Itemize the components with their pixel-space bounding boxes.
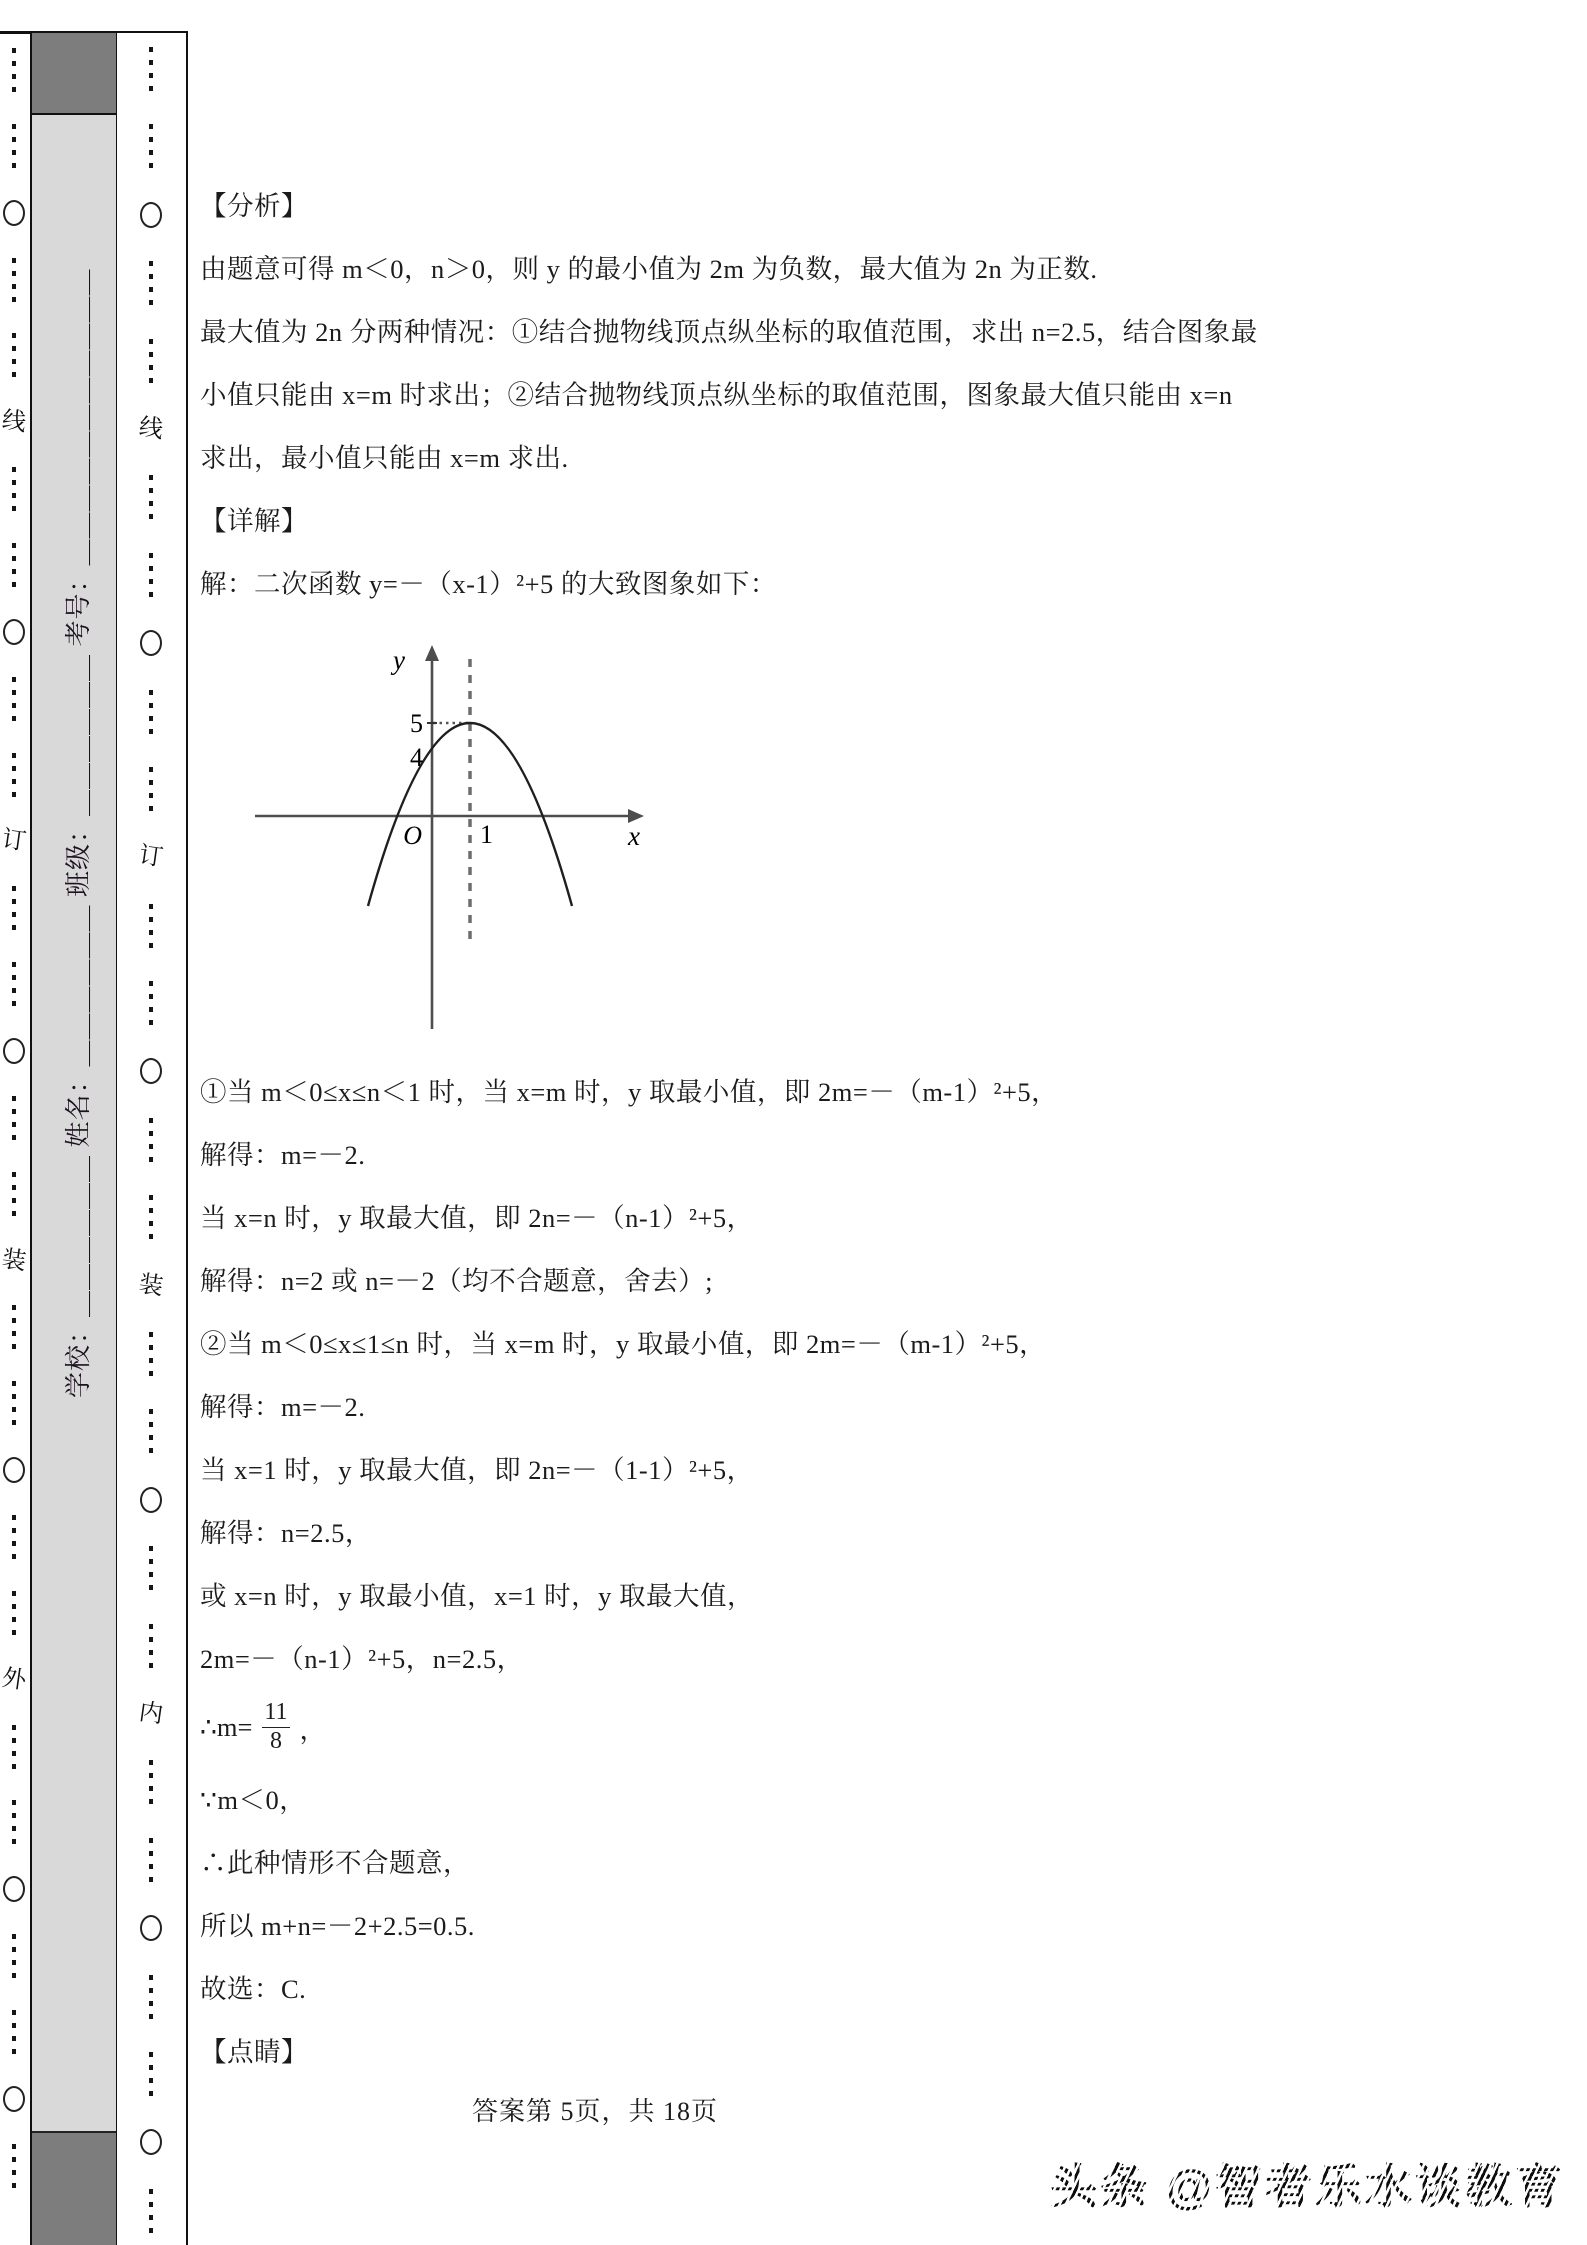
solution-content (200, 0, 1258, 2128)
binding-circle (140, 202, 162, 228)
binding-dots (149, 2189, 153, 2233)
binding-circle (140, 630, 162, 656)
y-axis-arrow (425, 645, 439, 661)
binding-dots (149, 1409, 153, 1453)
binding-char: 装 (0, 1246, 28, 1276)
binding-circle (140, 1058, 162, 1084)
binding-dots (149, 47, 153, 91)
watermark: 头条 @智者乐水谈教育 (1050, 2150, 1565, 2217)
solution-line: 2m=－（n-1）²+5，n=2.5， (200, 1644, 524, 1674)
strip-header-block (32, 33, 116, 115)
binding-dots (12, 543, 16, 587)
solution-line: 当 x=1 时，y 取最大值，即 2n=－（1-1）²+5， (200, 1455, 754, 1485)
binding-dots (12, 467, 16, 511)
parabola-figure (250, 639, 650, 1039)
binding-dots (12, 1800, 16, 1844)
solution-line: 小值只能由 x=m 时求出；②结合抛物线顶点纵坐标的取值范围，图象最大值只能由 x=n (200, 380, 1233, 410)
solution-line: 【详解】 (200, 506, 308, 536)
solution-line: ①当 m＜0≤x≤n＜1 时，当 x=m 时，y 取最小值，即 2m=－（m-1）²+5， (200, 1077, 1059, 1107)
fraction-numerator: 11 (264, 1698, 288, 1725)
binding-dots (12, 677, 16, 721)
binding-dots (12, 1172, 16, 1216)
parabola-graph (250, 639, 650, 1039)
solution-fraction-line (200, 1688, 990, 1766)
page-number-footer: 答案第 5页，共 18页 (471, 2097, 718, 2126)
binding-dots (149, 690, 153, 734)
solution-line: ∴此种情形不合题意， (200, 1848, 470, 1878)
solution-line: ∵m＜0， (200, 1785, 307, 1815)
solution-line: 所以 m+n=－2+2.5=0.5. (200, 1911, 475, 1941)
binding-dots (149, 1118, 153, 1162)
x-axis-label: x (628, 821, 640, 851)
solution-line: ②当 m＜0≤x≤1≤n 时，当 x=m 时，y 取最小值，即 2m=－（m-1）²+5， (200, 1329, 1047, 1359)
binding-dots (149, 1975, 153, 2019)
binding-dots (149, 1546, 153, 1590)
binding-circle (3, 200, 25, 226)
binding-dots (12, 1096, 16, 1140)
solution-line: 解得：n=2 或 n=－2（均不合题意，舍去）; (200, 1266, 714, 1296)
binding-dots (12, 1381, 16, 1425)
binding-char: 线 (137, 414, 165, 444)
binding-dots (149, 1760, 153, 1804)
y-tick-5-label: 5 (410, 709, 423, 738)
solution-line: 解：二次函数 y=－（x-1）²+5 的大致图象如下： (200, 569, 777, 599)
binding-dots (12, 258, 16, 302)
binding-column-inner (138, 47, 164, 2233)
student-info-fields: 学校：＿＿＿＿＿＿ 姓名：＿＿＿＿＿＿ 班级：＿＿＿＿＿＿ 考号：＿＿＿＿＿＿＿＿＿＿＿ (64, 268, 93, 1398)
binding-dots (149, 1624, 153, 1668)
y-tick-4-label: 4 (410, 743, 423, 772)
fraction-denominator: 8 (262, 1727, 290, 1756)
binding-dots (12, 1305, 16, 1349)
binding-dots (149, 1838, 153, 1882)
binding-circle (3, 1038, 25, 1064)
analysis-section (200, 0, 1258, 613)
binding-dots (12, 1591, 16, 1635)
binding-dots (149, 339, 153, 383)
binding-dots (149, 553, 153, 597)
parabola-curve (368, 723, 572, 906)
binding-dots (12, 124, 16, 168)
solution-line: 解得：m=－2. (200, 1392, 366, 1422)
solution-line: 当 x=n 时，y 取最大值，即 2n=－（n-1）²+5， (200, 1203, 754, 1233)
binding-circle (3, 619, 25, 645)
binding-char: 内 (137, 1699, 165, 1729)
binding-circle (140, 1487, 162, 1513)
strip-footer-block (32, 2131, 116, 2245)
binding-char: 线 (0, 407, 28, 437)
solution-line: 最大值为 2n 分两种情况：①结合抛物线顶点纵坐标的取值范围，求出 n=2.5，结合图象最 (200, 317, 1258, 347)
binding-dots (12, 1725, 16, 1769)
solution-line: 【分析】 (200, 191, 308, 221)
binding-circle (140, 2129, 162, 2155)
binding-dots (149, 767, 153, 811)
binding-circle (3, 1457, 25, 1483)
fraction-suffix: ， (299, 1714, 327, 1745)
binding-dots (149, 1195, 153, 1239)
binding-dots (149, 475, 153, 519)
fraction (256, 1699, 295, 1755)
solution-line: 或 x=n 时，y 取最小值，x=1 时，y 取最大值， (200, 1581, 755, 1611)
binding-dots (12, 333, 16, 377)
binding-column-outer (1, 48, 27, 2188)
binding-dots (12, 2144, 16, 2188)
binding-dots (12, 1934, 16, 1978)
binding-circle (140, 1915, 162, 1941)
binding-column-inner-box (117, 33, 188, 2245)
binding-dots (12, 2010, 16, 2054)
solution-line: 【点睛】 (200, 2037, 308, 2067)
student-info-strip (30, 33, 118, 2245)
binding-dots (149, 904, 153, 948)
detail-section (200, 1058, 1059, 2081)
solution-line: 解得：m=－2. (200, 1140, 366, 1170)
binding-dots (149, 981, 153, 1025)
binding-circle (3, 1876, 25, 1902)
binding-char: 订 (137, 842, 165, 872)
solution-line: 求出，最小值只能由 x=m 求出. (200, 443, 569, 473)
solution-line: 解得：n=2.5， (200, 1518, 372, 1548)
x-tick-1-label: 1 (480, 820, 493, 849)
solution-line: 故选：C. (200, 1974, 307, 2004)
binding-dots (12, 753, 16, 797)
solution-line: 由题意可得 m＜0，n＞0，则 y 的最小值为 2m 为负数，最大值为 2n 为正数. (200, 254, 1098, 284)
fraction-prefix: ∴m= (200, 1711, 253, 1742)
binding-dots (149, 2052, 153, 2096)
binding-dots (12, 886, 16, 930)
origin-label: O (403, 821, 422, 850)
binding-char: 外 (0, 1665, 28, 1695)
binding-dots (149, 1332, 153, 1376)
binding-dots (149, 261, 153, 305)
y-axis-label: y (393, 645, 405, 675)
binding-dots (12, 962, 16, 1006)
binding-char: 订 (0, 826, 28, 856)
binding-circle (3, 2086, 25, 2112)
binding-dots (12, 48, 16, 92)
binding-char: 装 (137, 1271, 165, 1301)
binding-dots (12, 1515, 16, 1559)
binding-dots (149, 124, 153, 168)
